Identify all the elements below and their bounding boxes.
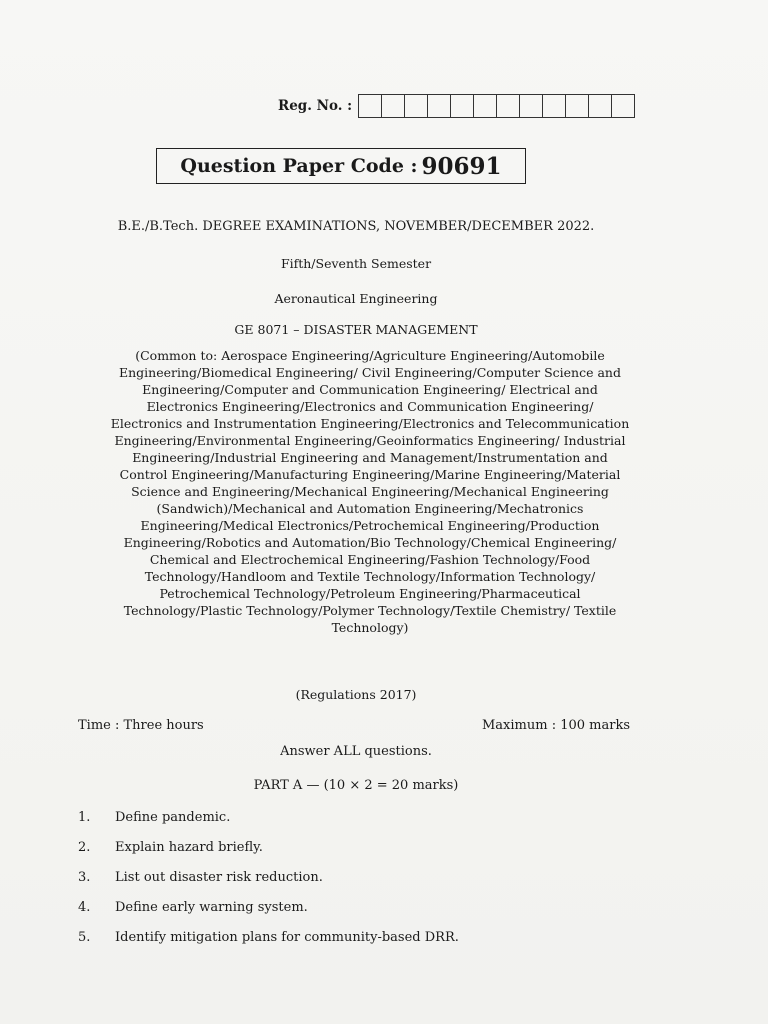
question-text: Define early warning system. (115, 900, 308, 915)
time-duration: Time : Three hours (78, 718, 204, 733)
question-paper-code: 90691 (421, 152, 502, 180)
reg-number-box (589, 95, 612, 117)
reg-number-box (566, 95, 589, 117)
question-item (78, 900, 638, 930)
answer-all-instruction: Answer ALL questions. (280, 744, 432, 759)
question-item (78, 840, 638, 870)
reg-number-row (278, 94, 635, 118)
reg-number-boxes (358, 94, 635, 118)
course-title: GE 8071 – DISASTER MANAGEMENT (234, 322, 478, 337)
question-text: List out disaster risk reduction. (115, 870, 323, 885)
department: Aeronautical Engineering (274, 291, 438, 306)
question-item (78, 810, 638, 840)
maximum-marks: Maximum : 100 marks (481, 718, 630, 733)
time-marks-row (78, 718, 630, 733)
question-text: Explain hazard briefly. (115, 840, 263, 855)
reg-number-box (497, 95, 520, 117)
reg-number-box (382, 95, 405, 117)
reg-number-box (612, 95, 634, 117)
regulations: (Regulations 2017) (295, 687, 417, 702)
question-number: 2. (78, 840, 91, 855)
reg-number-box (543, 95, 566, 117)
reg-number-box (474, 95, 497, 117)
reg-number-box (405, 95, 428, 117)
question-text: Define pandemic. (115, 810, 231, 825)
reg-number-label: Reg. No. : (278, 98, 353, 114)
question-number: 1. (78, 810, 91, 825)
question-text: Identify mitigation plans for community-based DRR. (115, 930, 459, 945)
question-paper-code-box (156, 148, 526, 184)
question-paper-code-label: Question Paper Code : (180, 155, 418, 177)
part-a-heading: PART A — (10 × 2 = 20 marks) (253, 778, 459, 793)
reg-number-box (451, 95, 474, 117)
reg-number-box (428, 95, 451, 117)
reg-number-box (520, 95, 543, 117)
common-to-branches: (Common to: Aerospace Engineering/Agriculture Engineering/Automobile Engineering/Biomedical Engineering/ Civil Engineering/Computer Science and Engineering/Computer and Communication Engineering/ Electrical and Electronics Engineering/Electronics and Communication Engineering/ Electronics and Instrumentation Engineering/Electronics and Telecommunication Engineering/Environmental Engineering/Geoinformatics Engineering/ Industrial Engineering/Industrial Engineering and Management/Instrumentation and Control Engineering/Manufacturing Engineering/Marine Engineering/Material Science and Engineering/Mechanical Engineering/Mechanical Engineering (Sandwich)/Mechanical and Automation Engineering/Mechatronics Engineering/Medical Electronics/Petrochemical Engineering/Production Engineering/Robotics and Automation/Bio Technology/Chemical Engineering/ Chemical and Electrochemical Engineering/Fashion Technology/Food Technology/Handloom and Textile Technology/Information Technology/ Petrochemical Technology/Petroleum Engineering/Pharmaceutical Technology/Plastic Technology/Polymer Technology/Textile Chemistry/ Textile Technology) (110, 348, 630, 635)
question-item (78, 870, 638, 900)
question-item (78, 930, 638, 960)
semester: Fifth/Seventh Semester (280, 256, 432, 271)
exam-title: B.E./B.Tech. DEGREE EXAMINATIONS, NOVEMBER/DECEMBER 2022. (117, 219, 595, 234)
question-number: 3. (78, 870, 91, 885)
question-number: 4. (78, 900, 91, 915)
question-list (78, 810, 638, 960)
reg-number-box (359, 95, 382, 117)
question-number: 5. (78, 930, 91, 945)
